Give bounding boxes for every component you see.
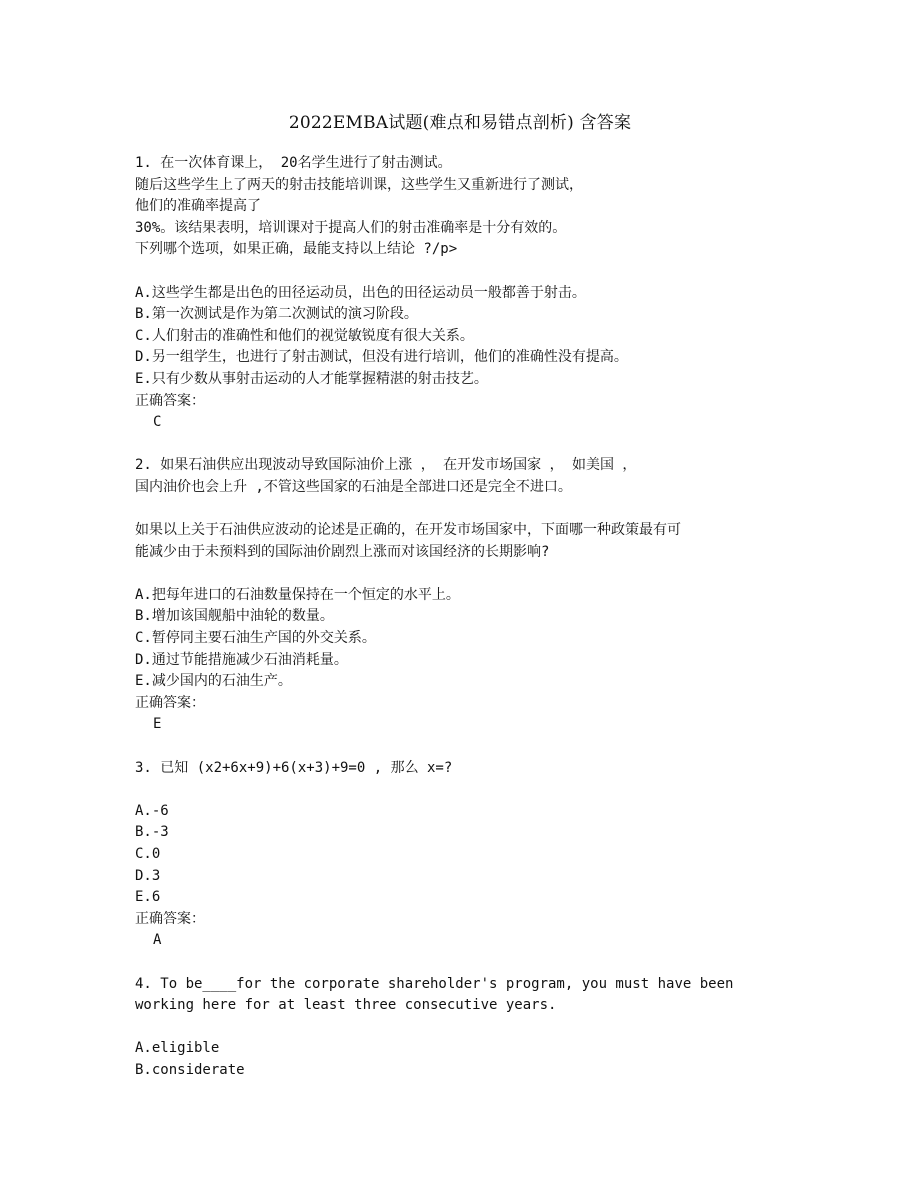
question-2-stem-line: 2. 如果石油供应出现波动导致国际油价上涨 ， 在开发市场国家 ， 如美国 ， (135, 457, 637, 474)
question-2-answer: E (153, 716, 162, 733)
question-1-option: D.另一组学生，也进行了射击测试，但没有进行培训，他们的准确性没有提高。 (135, 349, 628, 366)
question-1 (135, 153, 795, 434)
question-2 (135, 455, 795, 736)
question-2-option: A.把每年进口的石油数量保持在一个恒定的水平上。 (135, 586, 460, 603)
question-2-option: C.暂停同主要石油生产国的外交关系。 (135, 630, 376, 647)
question-1-option: B.第一次测试是作为第二次测试的演习阶段。 (135, 306, 418, 323)
question-3-option: A.-6 (135, 802, 169, 819)
question-4-stem-line: working here for at least three consecutive years. (135, 997, 557, 1014)
question-3-option: E.6 (135, 889, 161, 906)
question-1-option: A.这些学生都是出色的田径运动员，出色的田径运动员一般都善于射击。 (135, 284, 586, 301)
question-1-stem-line: 随后这些学生上了两天的射击技能培训课，这些学生又重新进行了测试， (135, 176, 583, 193)
question-2-option: B.增加该国舰船中油轮的数量。 (135, 608, 334, 625)
question-1-option: E.只有少数从事射击运动的人才能掌握精湛的射击技艺。 (135, 370, 488, 387)
question-4-option: A.eligible (135, 1040, 220, 1057)
question-4 (135, 974, 795, 1082)
question-4-option: B.considerate (135, 1061, 245, 1078)
answer-label: 正确答案： (135, 694, 205, 711)
question-2-stem-line: 如果以上关于石油供应波动的论述是正确的，在开发市场国家中，下面哪一种政策最有可 (135, 522, 681, 539)
question-2-option: E.减少国内的石油生产。 (135, 673, 292, 690)
document-title: 2022EMBA试题(难点和易错点剖析) 含答案 (288, 113, 632, 133)
question-3-option: D.3 (135, 867, 161, 884)
question-3-option: B.-3 (135, 824, 169, 841)
question-1-stem-line: 他们的准确率提高了 (135, 198, 261, 215)
question-1-stem-line: 下列哪个选项，如果正确，最能支持以上结论 ?/p> (135, 241, 458, 258)
question-2-option: D.通过节能措施减少石油消耗量。 (135, 651, 348, 668)
question-1-answer: C (153, 414, 162, 431)
question-4-stem-line: 4. To be____for the corporate shareholder's program, you must have been (135, 975, 734, 992)
question-list (135, 153, 795, 1082)
question-3-answer: A (153, 932, 162, 949)
question-2-stem-line: 国内油价也会上升 ,不管这些国家的石油是全部进口还是完全不进口。 (135, 478, 572, 495)
question-1-stem-line: 30%。该结果表明，培训课对于提高人们的射击准确率是十分有效的。 (135, 219, 567, 236)
answer-label: 正确答案： (135, 910, 205, 927)
question-1-stem-line: 1. 在一次体育课上， 20名学生进行了射击测试。 (135, 155, 452, 171)
question-3 (135, 758, 795, 952)
answer-label: 正确答案： (135, 392, 205, 409)
question-3-stem-line: 3. 已知 (x2+6x+9)+6(x+3)+9=0 , 那么 x=? (135, 759, 453, 776)
question-2-stem-line: 能减少由于未预料到的国际油价剧烈上涨而对该国经济的长期影响? (135, 543, 550, 560)
question-1-option: C.人们射击的准确性和他们的视觉敏锐度有很大关系。 (135, 327, 474, 344)
question-3-option: C.0 (135, 846, 161, 862)
